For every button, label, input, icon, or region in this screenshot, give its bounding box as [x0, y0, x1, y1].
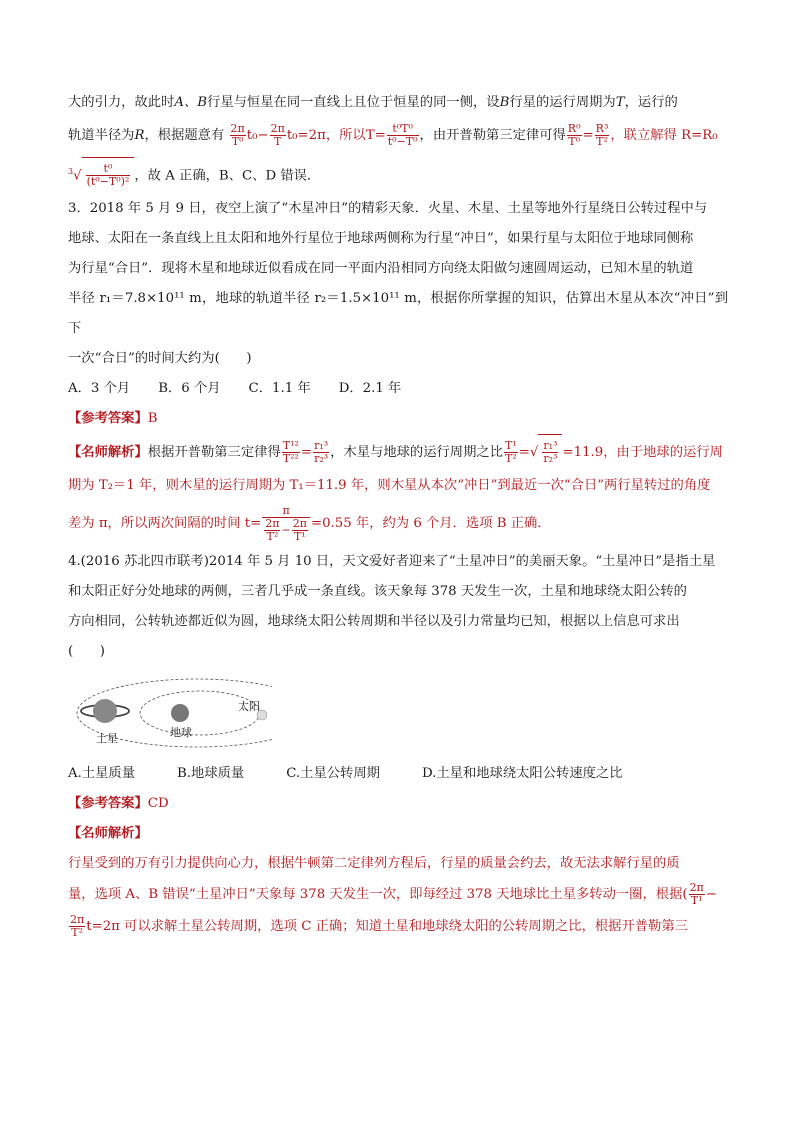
fraction: $\frac{\text{r₁³}}{\text{r₂³}}$ — [314, 439, 329, 466]
q4-analysis-1: 行星受到的万有引力提供向心力，根据牛顿第二定律列方程后，行星的质量会约去，故无法求解行星的质 — [68, 856, 680, 872]
q3-line-1: 3．2018 年 5 月 9 日，夜空上演了“木星冲日”的精彩天象．火星、木星、土星等地外行星绕日公转过程中与 — [68, 201, 708, 217]
text: R — [134, 128, 145, 143]
fraction: $\frac{2\pi}{\text{T²}}$ — [265, 516, 280, 543]
text: 量，选项 A、B 错误“土星冲日”天象每 378 天发生一次，即每经过 378 天地球比土星多转动一圈，根据( — [68, 887, 688, 903]
q4-line-3: 方向相同，公转轨迹都近似为圆，地球绕太阳公转周期和半径以及引力常量均已知，根据以上信息可求出 — [68, 614, 680, 630]
fraction: $\frac{\text{R⁰}}{\text{T⁰}}$ — [567, 122, 581, 148]
earth-label: 地球 — [170, 726, 192, 740]
q3-option-c: C．1.1 年 — [248, 381, 311, 397]
answer-value: CD — [147, 796, 169, 812]
q4-analysis-3 — [68, 911, 728, 943]
text: 根据开普勒第三定律得 — [147, 445, 281, 461]
q3-answer — [68, 404, 728, 434]
fraction: $\frac{2\pi}{\text{T²}}$ — [70, 913, 85, 940]
text: 行星的运行周期为 — [509, 95, 616, 110]
saturn-planet — [93, 699, 117, 723]
fraction: $\frac{\text{T¹}}{\text{T²}}$ — [505, 439, 517, 466]
q3-analysis-3 — [68, 501, 728, 547]
sqrt-sign: √ — [73, 168, 82, 184]
q4-line-4: ( ) — [68, 644, 105, 660]
p2 — [68, 118, 728, 154]
fraction: $\frac{\text{t⁰}}{\text{(t⁰−T⁰)²}}$ — [86, 162, 130, 189]
text: = — [582, 128, 594, 143]
q3-line-2: 地球、太阳在一条直线上且太阳和地外行星位于地球两侧称为行星“冲日”，如果行星与太阳位于地球同侧称 — [68, 231, 694, 247]
q4-option-d: D.土星和地球绕太阳公转速度之比 — [421, 766, 623, 782]
text: A、B — [174, 95, 208, 110]
answer-label: 【参考答案】 — [68, 796, 148, 812]
text: =11.9，由于地球的运行周 — [562, 445, 723, 461]
text: B — [499, 95, 510, 110]
fraction: $\frac{\text{t⁰T⁰}}{\text{t⁰−T⁰}}$ — [387, 122, 418, 148]
fraction: $\frac{\text{r₁³}}{\text{r₂³}}$ — [543, 439, 558, 466]
text: 大的引力，故此时 — [68, 95, 175, 110]
text: ，联立解得 R=R₀ — [610, 128, 718, 143]
fraction: $\frac{2\pi}{\text{T¹}}$ — [689, 881, 704, 908]
q3-analysis-2: 期为 T₂＝1 年，则木星的运行周期为 T₁＝11.9 年，则木星从本次“冲日”到最近一次“合日”两行星转过的角度 — [68, 478, 711, 494]
saturn-label: 土星 — [96, 732, 118, 746]
document-page — [68, 88, 728, 943]
answer-label: 【参考答案】 — [68, 411, 148, 427]
root-index: 3 — [68, 167, 74, 176]
text: t=2π 可以求解土星公转周期，选项 C 正确；知道土星和地球绕太阳的公转周期之比，根据开普勒第三 — [86, 919, 688, 935]
text: ，根据题意有 — [144, 128, 225, 143]
q3-analysis-1: 【名师解析】根据开普勒第三定律得 $\frac{\text{T¹²}}{\text{T²²}}$ = $\frac{\text{r₁³}}{\text{r₂³}}$ ，木星与地球的运行周期之比 $\frac{\text{T¹}}{\text{T²}}$ =√ $\frac{\text{r₁³}}{\text{r₂³}}$ =11.9，由于地球的运行周 — [68, 434, 728, 471]
sun-label: 太阳 — [238, 700, 260, 714]
sqrt-sign: √ — [529, 445, 539, 461]
text: =0.55 年，约为 6 个月．选项 B 正确． — [310, 516, 551, 532]
text: ，木星与地球的运行周期之比 — [330, 445, 503, 461]
sqrt-body — [82, 157, 135, 194]
text: 差为 π，所以两次间隔的时间 t= — [68, 516, 262, 532]
fraction: $\frac{2\pi}{T}$ — [270, 122, 285, 148]
q4-answer — [68, 789, 728, 819]
fraction: $\frac{2\pi}{\text{T⁰}}$ — [230, 122, 245, 148]
q4-analysis-2: 量，选项 A、B 错误“土星冲日”天象每 378 天发生一次，即每经过 378 天地球比土星多转动一圈，根据( $\frac{2\pi}{\text{T¹}}$ − — [68, 881, 717, 908]
text: 行星与恒星在同一直线上且位于恒星的同一侧，设 — [207, 95, 500, 110]
text: T — [615, 95, 625, 110]
q3-options — [68, 374, 728, 404]
q4-line-2: 和太阳正好分处地球的两侧，三者几乎成一条直线。该天象每 378 天发生一次，土星和地球绕太阳公转的 — [68, 584, 687, 600]
saturn-earth-sun-figure — [72, 675, 272, 753]
text: ，运行的 — [624, 95, 678, 110]
q3-option-d: D．2.1 年 — [338, 381, 402, 397]
fraction: π $\frac{2\pi}{\text{T²}}$ − $\frac{2\pi}{\text{T¹}}$ — [262, 505, 310, 543]
q4-option-c: C.土星公转周期 — [286, 766, 380, 782]
text: t₀− — [246, 128, 269, 143]
q4-line-1: 4.(2016 苏北四市联考)2014 年 5 月 10 日，天文爱好者迎来了“土星冲日”的美丽天象。“土星冲日”是指土星 — [68, 554, 716, 570]
earth-planet — [171, 704, 189, 722]
fraction: $\frac{2\pi}{\text{T¹}}$ — [292, 516, 307, 543]
answer-value: B — [147, 411, 158, 427]
q3-line-5: 一次“合日”的时间大约为( ) — [68, 351, 252, 367]
text: t₀=2π，所以 — [286, 128, 366, 143]
q4-analysis-label: 【名师解析】 — [68, 826, 148, 842]
analysis-label: 【名师解析】 — [68, 445, 148, 461]
q4-option-a: A.土星质量 — [68, 766, 136, 782]
q3-line-4: 半径 r₁＝7.8×10¹¹ m，地球的轨道半径 r₂＝1.5×10¹¹ m，根据你所掌握的知识，估算出木星从本次“冲日”到下 — [68, 291, 728, 337]
q3-option-a: A．3 个月 — [68, 381, 131, 397]
p3 — [68, 154, 728, 194]
q3-line-3: 为行星“合日”．现将木星和地球近似看成在同一平面内沿相同方向绕太阳做匀速圆周运动，已知木星的轨道 — [68, 261, 694, 277]
q4-option-b: B.地球质量 — [177, 766, 245, 782]
p1 — [68, 88, 728, 118]
q4-options — [68, 759, 728, 789]
text: 轨道半径为 — [68, 128, 135, 143]
q3-option-b: B．6 个月 — [158, 381, 221, 397]
sqrt-body — [538, 434, 562, 471]
text: T= — [365, 128, 386, 143]
text: ，故 A 正确，B、C、D 错误． — [134, 168, 321, 184]
text: ，由开普勒第三定律可得 — [419, 128, 566, 143]
fraction: $\frac{\text{T¹²}}{\text{T²²}}$ — [282, 439, 299, 466]
earth-orbit — [140, 691, 260, 735]
fraction: $\frac{\text{R³}}{\text{T²}}$ — [595, 122, 609, 148]
